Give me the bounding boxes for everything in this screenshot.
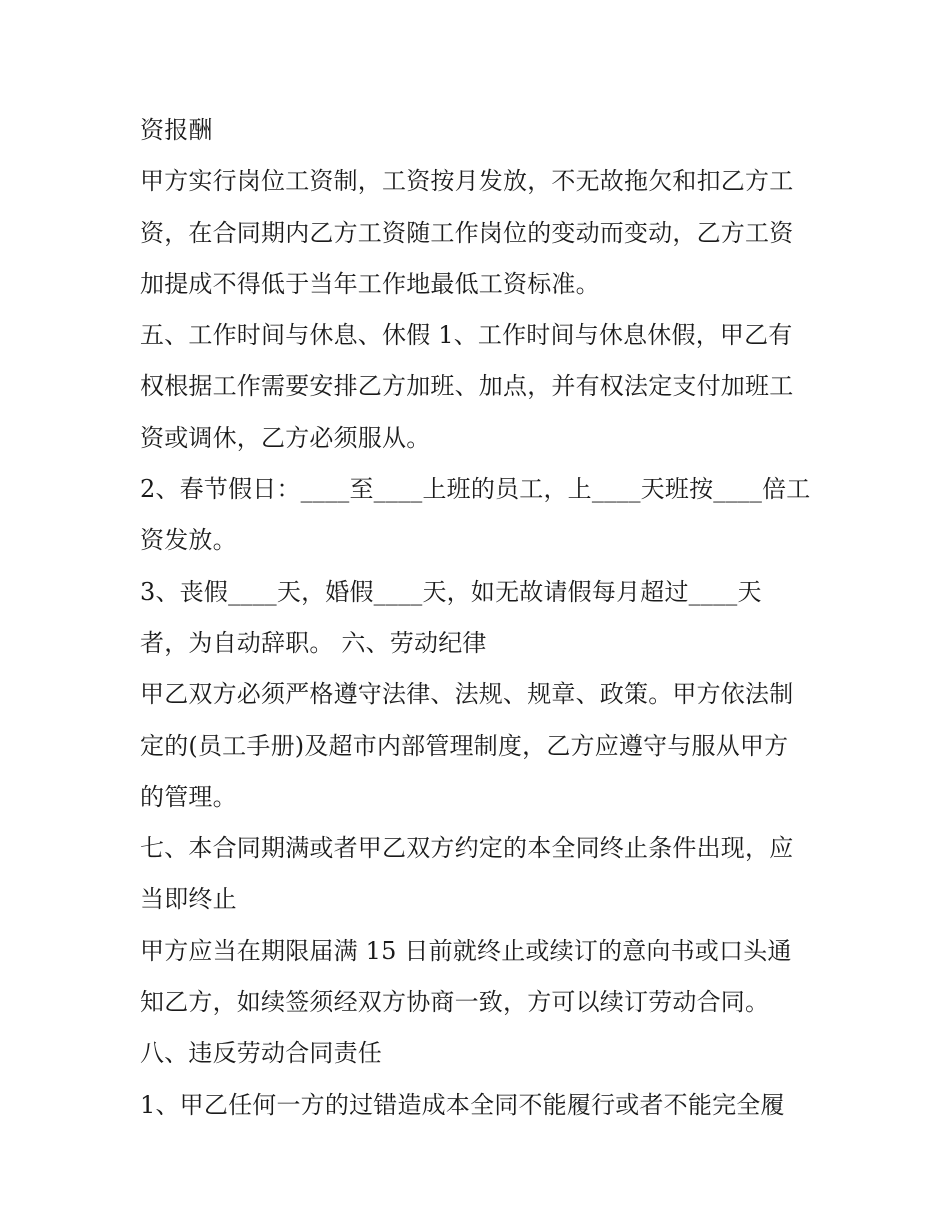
text-line: 2、春节假日：____至____上班的员工，上____天班按____倍工: [140, 475, 811, 504]
text-line: 3、丧假____天，婚假____天，如无故请假每月超过____天: [140, 577, 762, 606]
section-six-line: 者，为自动辞职。 六、劳动纪律: [140, 628, 487, 657]
text-line: 甲方应当在期限届满 15 日前就终止或续订的意向书或口头通: [140, 936, 792, 965]
text-line: 甲方实行岗位工资制，工资按月发放，不无故拖欠和扣乙方工: [140, 167, 794, 196]
section-eight-heading: 八、违反劳动合同责任: [140, 1039, 382, 1068]
text-line: 甲乙双方必须严格遵守法律、法规、规章、政策。甲方依法制: [140, 680, 794, 709]
text-line: 定的(员工手册)及超市内部管理制度，乙方应遵守与服从甲方: [140, 731, 789, 760]
section-seven-line: 七、本合同期满或者甲乙双方约定的本全同终止条件出现，应: [140, 834, 794, 863]
text-line: 加提成不得低于当年工作地最低工资标准。: [140, 269, 600, 298]
text-line: 资报酬: [140, 116, 213, 144]
text-line: 的管理。: [140, 782, 237, 811]
document-body: [140, 108, 820, 1134]
text-line: 知乙方，如续签须经双方协商一致，方可以续订劳动合同。: [140, 988, 770, 1017]
text-line: 1、甲乙任何一方的过错造成本全同不能履行或者不能完全履: [140, 1090, 785, 1119]
text-line: 资或调休，乙方必须服从。: [140, 423, 431, 452]
text-line: 资发放。: [140, 526, 237, 555]
section-five-line: 五、工作时间与休息、休假 1、工作时间与休息休假，甲乙有: [140, 321, 793, 350]
text-line: 资，在合同期内乙方工资随工作岗位的变动而变动，乙方工资: [140, 218, 794, 247]
text-line: 当即终止: [140, 885, 237, 914]
text-line: 权根据工作需要安排乙方加班、加点，并有权法定支付加班工: [140, 372, 794, 401]
